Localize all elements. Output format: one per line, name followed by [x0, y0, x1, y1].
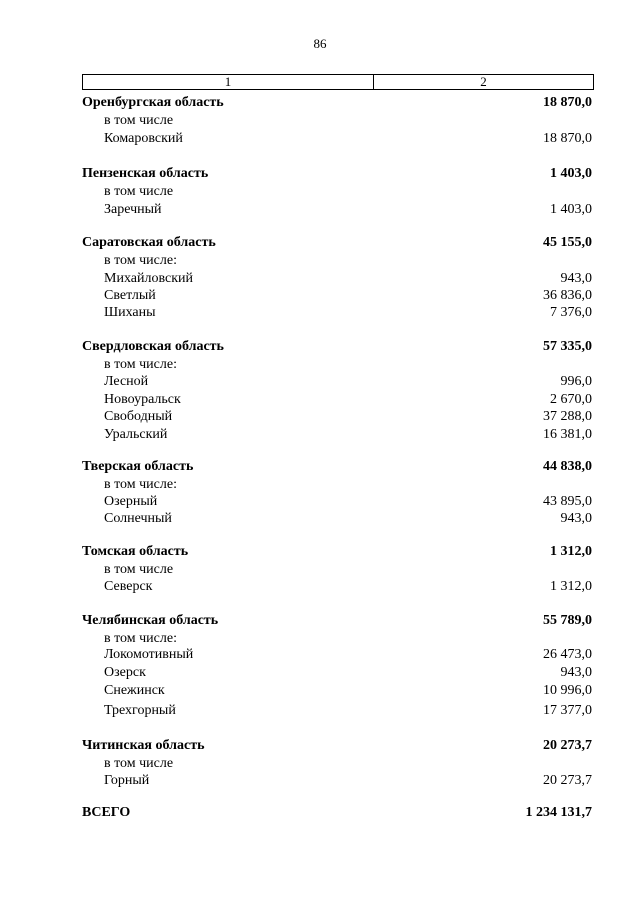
region-row-value: 44 838,0: [543, 459, 592, 474]
settlement-row-value: 18 870,0: [543, 131, 592, 146]
settlement-row-value: 36 836,0: [543, 288, 592, 303]
region-row: [82, 234, 592, 252]
region-row-value: 20 273,7: [543, 738, 592, 753]
region-note: [82, 252, 592, 270]
region-note-label: в том числе: [104, 756, 174, 771]
region-note: [82, 183, 592, 201]
table-header: [82, 74, 594, 90]
settlement-row-value: 943,0: [560, 511, 592, 526]
settlement-row-label: Свободный: [104, 409, 173, 424]
settlement-row-label: Светлый: [104, 288, 156, 303]
settlement-row: [82, 270, 592, 288]
settlement-row: [82, 772, 592, 790]
settlement-row-value: 37 288,0: [543, 409, 592, 424]
region-row: [82, 543, 592, 561]
settlement-row-label: Озерный: [104, 494, 158, 509]
region-note: [82, 476, 592, 494]
settlement-row-value: 1 312,0: [550, 579, 592, 594]
settlement-row-label: Локомотивный: [104, 647, 194, 662]
settlement-row-label: Северск: [104, 579, 153, 594]
page-number: 86: [313, 36, 327, 51]
settlement-row: [82, 304, 592, 322]
grand-total-label: ВСЕГО: [82, 805, 131, 820]
settlement-row-label: Солнечный: [104, 511, 172, 526]
region-note-label: в том числе:: [104, 631, 177, 646]
table-header-col1: 1: [83, 75, 374, 89]
region-row: [82, 165, 592, 183]
region-row-value: 18 870,0: [543, 95, 592, 110]
settlement-row: [82, 130, 592, 148]
region-note: [82, 755, 592, 773]
region-note: [82, 112, 592, 130]
settlement-row: [82, 408, 592, 426]
region-row-label: Томская область: [82, 544, 189, 559]
region-row-label: Пензенская область: [82, 166, 209, 181]
grand-total-value: 1 234 131,7: [525, 805, 592, 820]
region-row: [82, 338, 592, 356]
settlement-row-label: Горный: [104, 773, 150, 788]
region-row-label: Оренбургская область: [82, 95, 224, 110]
settlement-row-value: 2 670,0: [550, 392, 592, 407]
settlement-row-value: 943,0: [560, 665, 592, 680]
settlement-row: [82, 510, 592, 528]
region-row: [82, 737, 592, 755]
settlement-row-value: 16 381,0: [543, 427, 592, 442]
region-note: [82, 356, 592, 374]
region-note: [82, 561, 592, 579]
settlement-row: [82, 493, 592, 511]
region-row-label: Тверская область: [82, 459, 194, 474]
region-row-value: 45 155,0: [543, 235, 592, 250]
region-row-label: Саратовская область: [82, 235, 216, 250]
region-row-value: 1 403,0: [550, 166, 592, 181]
grand-total-row: [82, 804, 592, 822]
region-note-label: в том числе: [104, 113, 174, 128]
settlement-row-label: Заречный: [104, 202, 162, 217]
settlement-row-label: Новоуральск: [104, 392, 181, 407]
settlement-row-label: Лесной: [104, 374, 149, 389]
region-row: [82, 612, 592, 630]
settlement-row: [82, 682, 592, 700]
region-row-value: 1 312,0: [550, 544, 592, 559]
settlement-row-label: Михайловский: [104, 271, 193, 286]
region-row: [82, 94, 592, 112]
settlement-row-label: Трехгорный: [104, 703, 176, 718]
region-row-value: 57 335,0: [543, 339, 592, 354]
settlement-row: [82, 646, 592, 664]
region-row: [82, 458, 592, 476]
settlement-row-value: 43 895,0: [543, 494, 592, 509]
region-note-label: в том числе: [104, 562, 174, 577]
settlement-row-label: Шиханы: [104, 305, 156, 320]
region-row-label: Читинская область: [82, 738, 205, 753]
settlement-row: [82, 702, 592, 720]
region-row-value: 55 789,0: [543, 613, 592, 628]
region-note-label: в том числе:: [104, 477, 177, 492]
settlement-row: [82, 391, 592, 409]
region-note-label: в том числе: [104, 184, 174, 199]
settlement-row-label: Комаровский: [104, 131, 183, 146]
settlement-row-value: 943,0: [560, 271, 592, 286]
settlement-row-value: 996,0: [560, 374, 592, 389]
region-note-label: в том числе:: [104, 253, 177, 268]
region-row-label: Челябинская область: [82, 613, 219, 628]
settlement-row: [82, 578, 592, 596]
settlement-row-value: 20 273,7: [543, 773, 592, 788]
settlement-row-label: Снежинск: [104, 683, 165, 698]
settlement-row: [82, 287, 592, 305]
settlement-row-value: 10 996,0: [543, 683, 592, 698]
settlement-row-value: 26 473,0: [543, 647, 592, 662]
settlement-row-value: 1 403,0: [550, 202, 592, 217]
settlement-row: [82, 373, 592, 391]
settlement-row-value: 7 376,0: [550, 305, 592, 320]
region-row-label: Свердловская область: [82, 339, 224, 354]
settlement-row-label: Озерск: [104, 665, 146, 680]
settlement-row-label: Уральский: [104, 427, 168, 442]
region-note-label: в том числе:: [104, 357, 177, 372]
settlement-row: [82, 664, 592, 682]
settlement-row: [82, 426, 592, 444]
table-header-col2: 2: [480, 74, 487, 89]
settlement-row: [82, 201, 592, 219]
settlement-row-value: 17 377,0: [543, 703, 592, 718]
